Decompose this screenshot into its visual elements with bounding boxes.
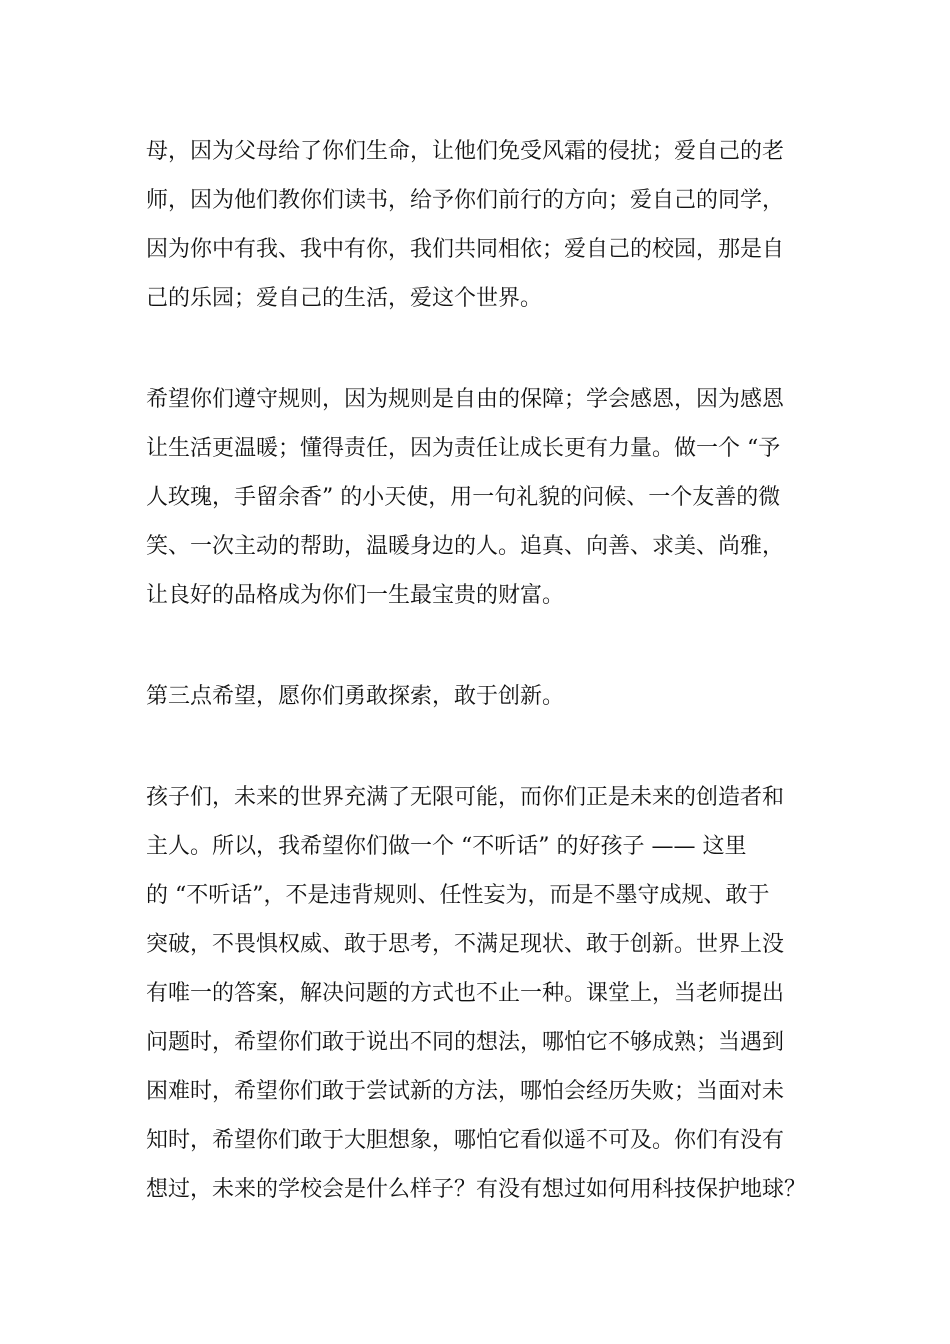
text-line: 第三点希望，愿你们勇敢探索，敢于创新。 xyxy=(146,684,565,709)
text-line: 让生活更温暖；懂得责任，因为责任让成长更有力量。做一个 “予 xyxy=(146,436,781,461)
text-line: 己的乐园；爱自己的生活，爱这个世界。 xyxy=(146,286,543,311)
text-line: 希望你们遵守规则，因为规则是自由的保障；学会感恩，因为感恩 xyxy=(146,387,785,412)
text-line: 孩子们，未来的世界充满了无限可能，而你们正是未来的创造者和 xyxy=(146,785,785,810)
text-line: 主人。所以，我希望你们做一个 “不听话” 的好孩子 —— 这里 xyxy=(146,834,747,859)
text-line: 的 “不听话”，不是违背规则、任性妄为，而是不墨守成规、敢于 xyxy=(146,883,770,908)
text-line: 人玫瑰，手留余香” 的小天使，用一句礼貌的问候、一个友善的微 xyxy=(146,485,781,510)
text-line: 有唯一的答案，解决问题的方式也不止一种。课堂上，当老师提出 xyxy=(146,981,785,1006)
text-line: 师，因为他们教你们读书，给予你们前行的方向；爱自己的同学， xyxy=(146,188,785,213)
text-line: 问题时，希望你们敢于说出不同的想法，哪怕它不够成熟；当遇到 xyxy=(146,1030,785,1055)
text-line: 母，因为父母给了你们生命，让他们免受风霜的侵扰；爱自己的老 xyxy=(146,139,785,164)
text-line: 笑、一次主动的帮助，温暖身边的人。追真、向善、求美、尚雅， xyxy=(146,534,785,559)
text-line: 突破，不畏惧权威、敢于思考，不满足现状、敢于创新。世界上没 xyxy=(146,932,785,957)
text-line: 因为你中有我、我中有你，我们共同相依；爱自己的校园，那是自 xyxy=(146,237,785,262)
text-line: 让良好的品格成为你们一生最宝贵的财富。 xyxy=(146,583,565,608)
text-line: 知时，希望你们敢于大胆想象，哪怕它看似遥不可及。你们有没有 xyxy=(146,1128,785,1153)
text-line: 困难时，希望你们敢于尝试新的方法，哪怕会经历失败；当面对未 xyxy=(146,1079,785,1104)
text-line: 想过，未来的学校会是什么样子？有没有想过如何用科技保护地球？ xyxy=(146,1177,807,1202)
